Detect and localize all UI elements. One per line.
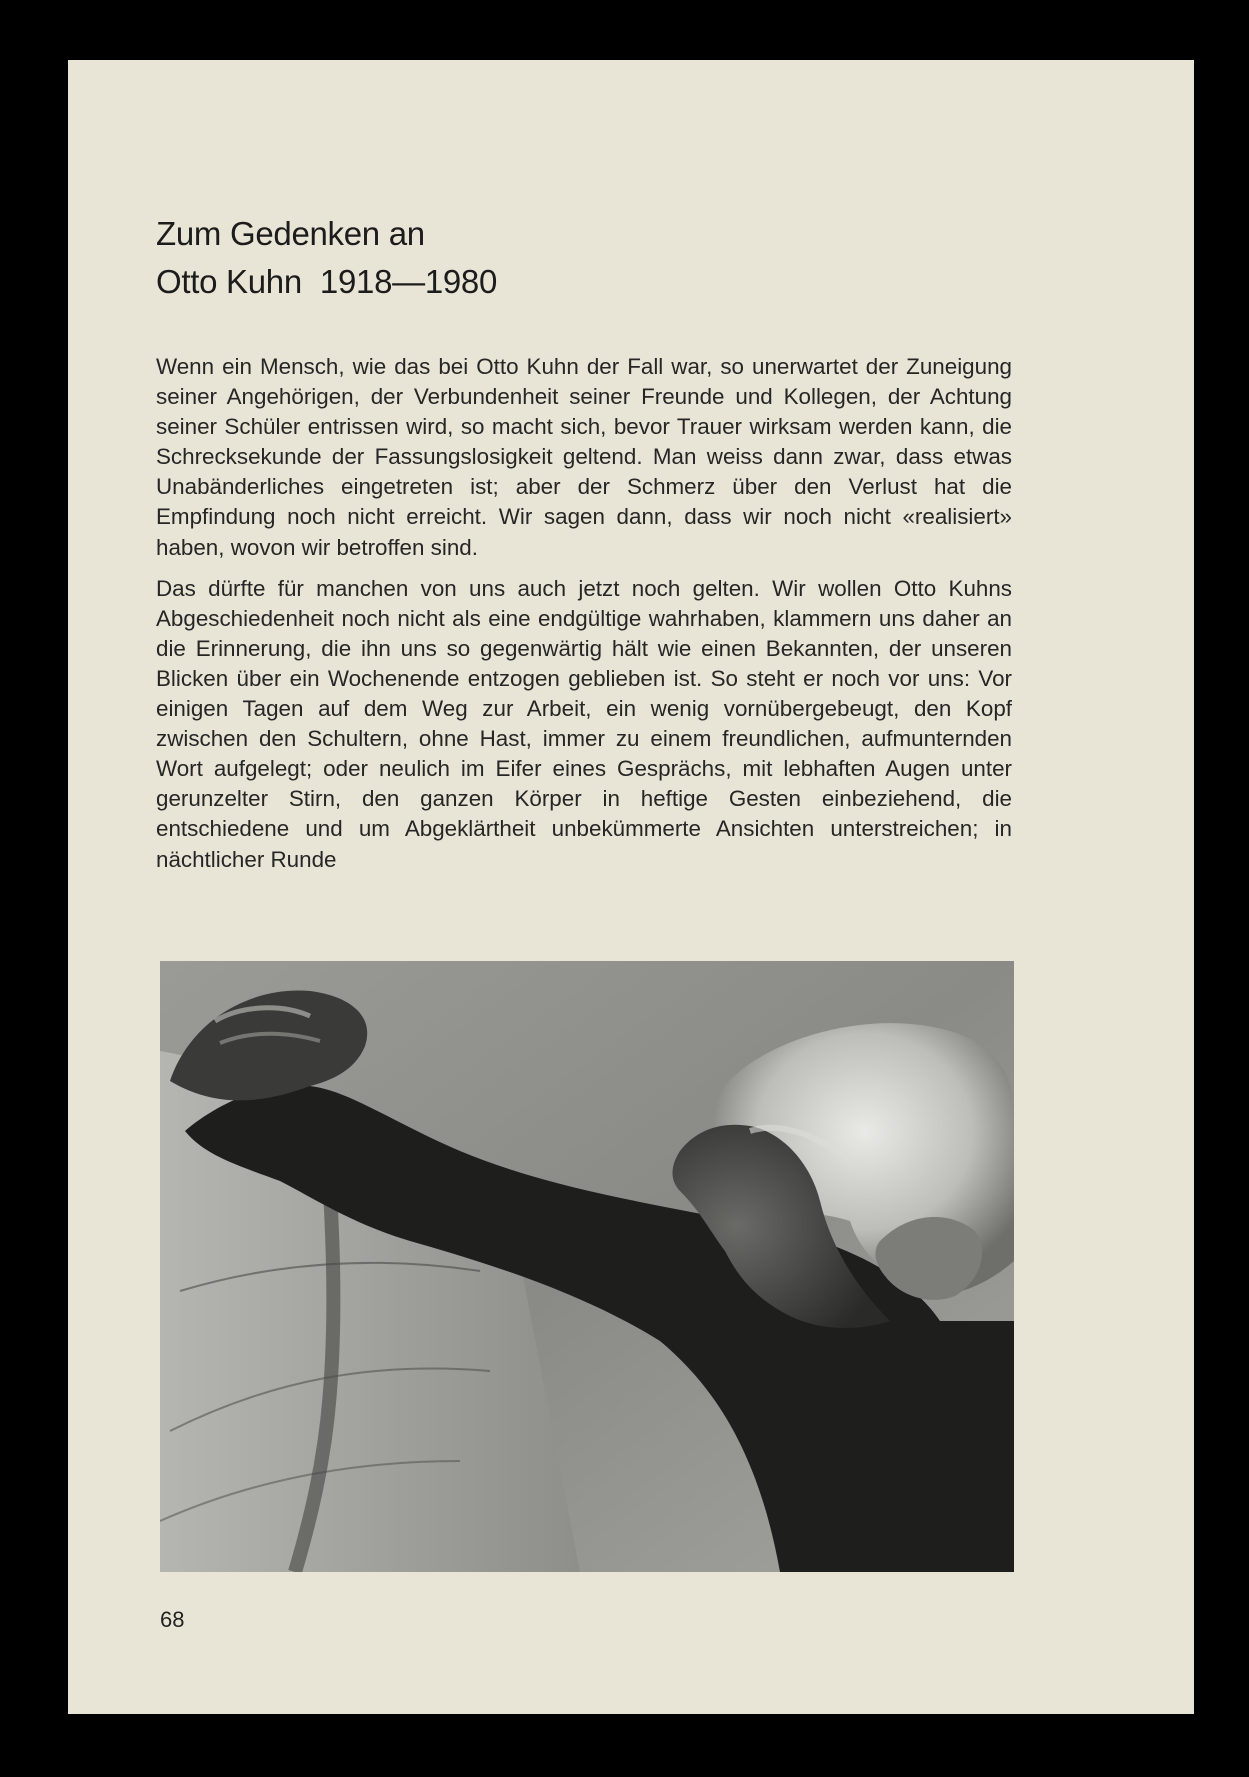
paragraph-2: Das dürfte für manchen von uns auch jetzt noch gelten. Wir wollen Otto Kuhns Abgeschiedenheit noch nicht als eine endgültige wahrhaben, klammern uns daher an die Erinnerung, die ihn uns so gegenwärtig hält wie einen Bekannten, der unseren Blicken über ein Wochenende entzogen geblieben ist. So steht er noch vor uns: Vor einigen Tagen auf dem Weg zur Arbeit, ein wenig vornübergebeugt, den Kopf zwischen den Schultern, ohne Hast, immer zu einem freundlichen, aufmunternden Wort aufgelegt; oder neulich im Eifer eines Gesprächs, mit lebhaften Augen unter gerunzelter Stirn, den ganzen Körper in heftige Gesten einbeziehend, die entschiedene und um Abgeklärtheit unbekümmerte Ansichten unterstreichen; in nächtlicher Runde <box>156 575 1012 872</box>
article-body <box>156 352 1012 886</box>
book-page <box>68 60 1194 1714</box>
portrait-photo <box>160 961 1014 1572</box>
page-number: 68 <box>160 1607 185 1632</box>
paragraph-1: Wenn ein Mensch, wie das bei Otto Kuhn der Fall war, so unerwartet der Zuneigung seiner Angehörigen, der Verbundenheit seiner Freunde und Kollegen, der Achtung seiner Schüler entrissen wird, so macht sich, bevor Trauer wirksam werden kann, die Schrecksekunde der Fassungslosigkeit geltend. Man weiss dann zwar, dass etwas Unabänderliches eingetreten ist; aber der Schmerz über den Verlust hat die Empfindung noch nicht erreicht. Wir sagen dann, dass wir noch nicht «realisiert» haben, wovon wir betroffen sind. <box>156 354 1012 560</box>
title-line-1: Zum Gedenken an <box>156 215 425 252</box>
portrait-photo-image <box>160 961 1014 1572</box>
article-title <box>156 210 756 306</box>
title-years: 1918—1980 <box>319 263 498 300</box>
title-line-2 <box>156 258 756 306</box>
title-name: Otto Kuhn <box>156 263 302 300</box>
